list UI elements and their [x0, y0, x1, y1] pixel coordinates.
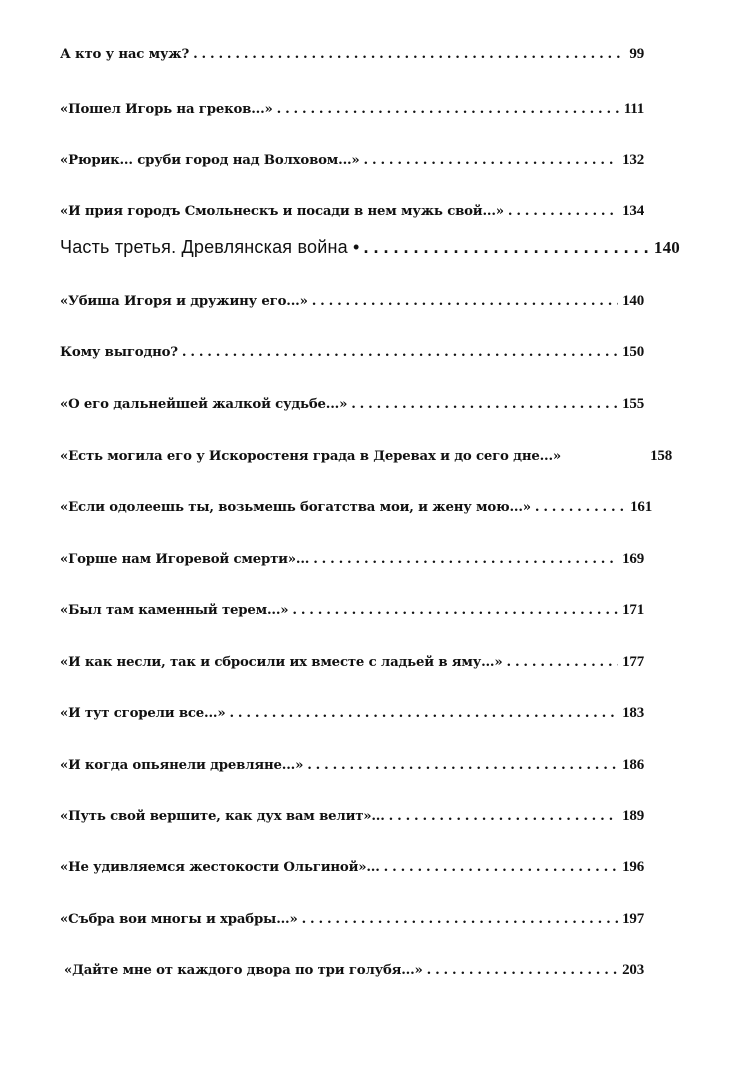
toc-entry-title: «Убиша Игоря и дружину его...»: [60, 294, 308, 309]
toc-entry-page: 99: [629, 46, 644, 62]
toc-entry-page: 189: [622, 808, 644, 824]
toc-entry-title: «И как несли, так и сбросили их вместе с ладьей в яму...»: [60, 655, 503, 670]
toc-entry-page: 203: [622, 962, 644, 978]
toc-entry: [60, 497, 652, 517]
toc-part-page: 140: [653, 238, 680, 257]
toc-entry: [60, 909, 644, 929]
toc-leader-dots: [389, 807, 618, 827]
toc-entry: [60, 652, 644, 672]
toc-entry-page: 161: [630, 499, 652, 515]
toc-entry: [60, 549, 644, 569]
toc-entry-title: «Събра вои многы и храбры...»: [60, 912, 298, 927]
toc-leader-dots: [277, 100, 620, 120]
toc-entry-page: 132: [622, 152, 644, 168]
toc-entry-title: «Если одолеешь ты, возьмешь богатства мои, и жену мою...»: [60, 500, 531, 515]
toc-entry-page: 197: [622, 911, 644, 927]
toc-leader-dots: [508, 202, 618, 222]
toc-entry: [60, 99, 644, 119]
toc-leader-dots: [427, 961, 618, 981]
toc-entry-page: 155: [622, 396, 644, 412]
toc-entry: [60, 600, 644, 620]
toc-entry-page: 183: [622, 705, 644, 721]
toc-leader-dots: [229, 704, 618, 724]
toc-entry-page: 150: [622, 344, 644, 360]
toc-leader-dots: [307, 756, 618, 776]
toc-leader-dots: [182, 343, 618, 363]
toc-entry-title: «И когда опьянели древляне...»: [60, 758, 304, 773]
toc-leader-dots: [193, 45, 625, 65]
toc-entry-page: 140: [622, 293, 644, 309]
toc-entry-title: А кто у нас муж?: [60, 47, 190, 62]
toc-entry-page: 196: [622, 859, 644, 875]
toc-leader-dots: [535, 498, 626, 518]
toc-entry: [60, 806, 644, 826]
toc-entry-page: 158: [650, 448, 672, 464]
toc-entry-title: «Пошел Игорь на греков...»: [60, 102, 273, 117]
toc-entry-title: «И прия городъ Смольнескъ и посади в нем мужь свой...»: [60, 204, 504, 219]
toc-part-title: Часть третья. Древлянская война •: [60, 237, 360, 257]
toc-entry-title: «Путь свой вершите, как дух вам велит»...: [60, 809, 385, 824]
toc-entry-page: 171: [622, 602, 644, 618]
toc-entry-title: «Не удивляемся жестокости Ольгиной»...: [60, 860, 380, 875]
toc-entry: [60, 150, 644, 170]
toc-entry: [64, 960, 644, 980]
toc-entry-page: 111: [623, 101, 644, 117]
toc-entry: [60, 394, 644, 414]
toc-leader-dots: [313, 550, 618, 570]
toc-leader-dots: [292, 601, 618, 621]
toc-entry-title: «Есть могила его у Искоростеня града в Деревах и до сего дне...»: [60, 449, 562, 464]
toc-entry-title: Кому выгодно?: [60, 345, 178, 360]
toc-leader-dots: [312, 292, 618, 312]
toc-entry-title: «О его дальнейшей жалкой судьбе...»: [60, 397, 348, 412]
toc-entry: [60, 342, 644, 362]
toc-leader-dots: [351, 395, 618, 415]
toc-entry: [60, 703, 644, 723]
toc-leader-dots: [384, 858, 618, 878]
toc-entry: [60, 446, 672, 466]
toc-entry: [60, 755, 644, 775]
toc-entry-title: «Горше нам Игоревой смерти»...: [60, 552, 310, 567]
toc-entry-title: «И тут сгорели все...»: [60, 706, 226, 721]
toc-entry: [60, 857, 644, 877]
toc-entry: [60, 201, 644, 221]
toc-leader-dots: [364, 235, 650, 259]
toc-leader-dots: [506, 653, 618, 673]
toc-entry-title: «Был там каменный терем...»: [60, 603, 289, 618]
toc-entry-title: «Дайте мне от каждого двора по три голубя...»: [64, 963, 423, 978]
toc-entry-title: «Рюрик... сруби город над Волховом...»: [60, 153, 360, 168]
toc-entry-page: 177: [622, 654, 644, 670]
toc-entry-page: 134: [622, 203, 644, 219]
toc-leader-dots: [302, 910, 619, 930]
toc-entry-page: 169: [622, 551, 644, 567]
toc-part-heading: [60, 235, 680, 259]
toc-entry: [60, 291, 644, 311]
toc-entry-page: 186: [622, 757, 644, 773]
toc-entry: [60, 44, 644, 64]
toc-leader-dots: [364, 151, 619, 171]
